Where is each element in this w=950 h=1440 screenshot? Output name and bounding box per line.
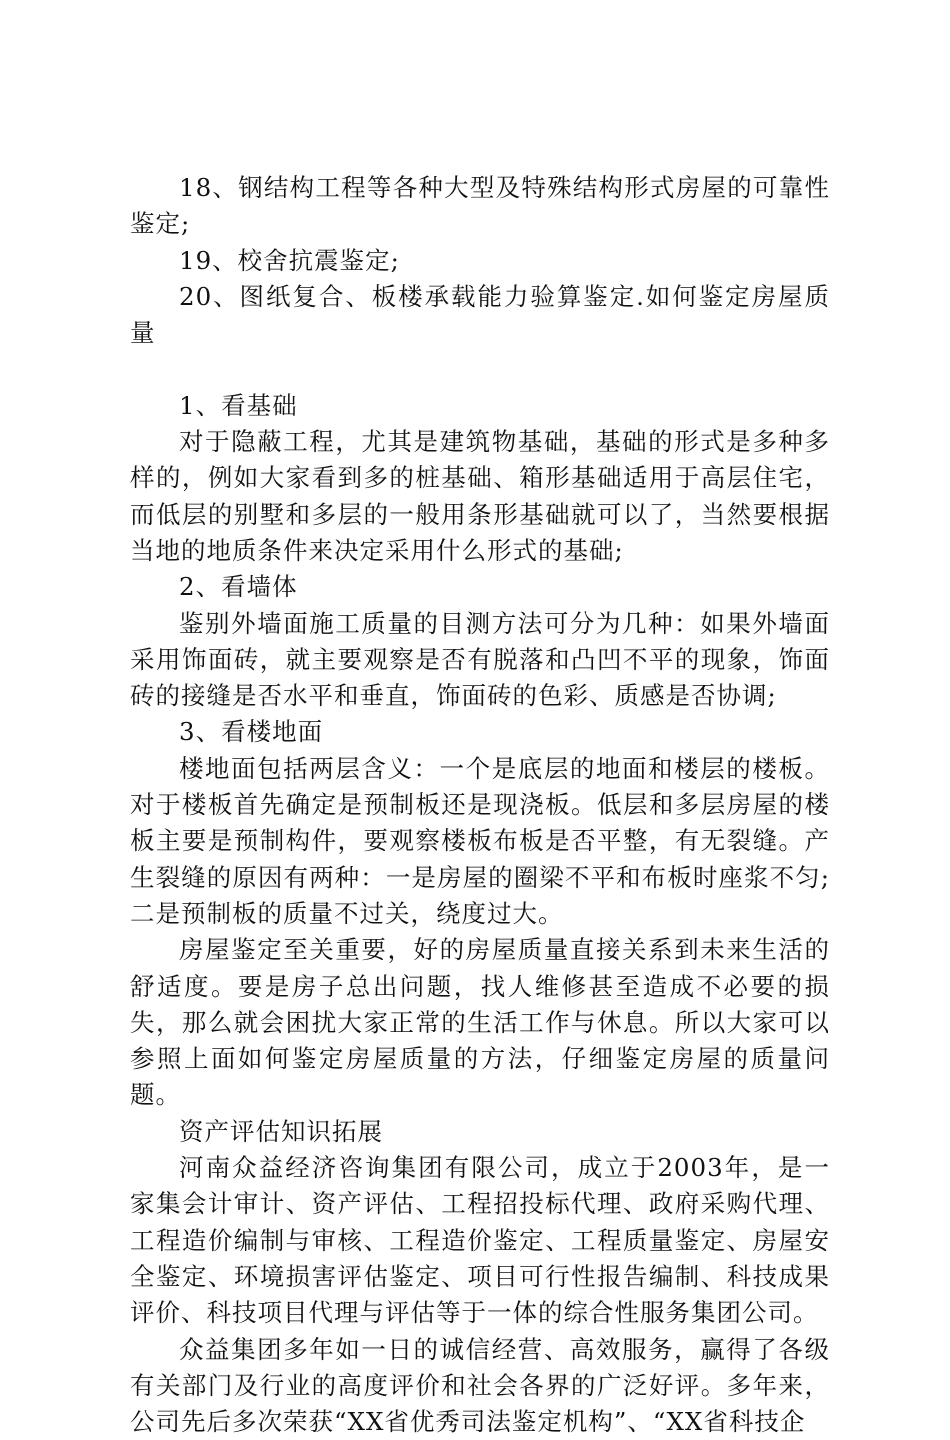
paragraph-foundation: 对于隐蔽工程，尤其是建筑物基础，基础的形式是多种多样的，例如大家看到多的桩基础、箱形基础适用于高层住宅，而低层的别墅和多层的一般用条形基础就可以了，当然要根据当地的地质条件来决定采用什么形式的基础; — [130, 424, 830, 569]
paragraph-walls: 鉴别外墙面施工质量的目测方法可分为几种：如果外墙面采用饰面砖，就主要观察是否有脱落和凸凹不平的现象，饰面砖的接缝是否水平和垂直，饰面砖的色彩、质感是否协调; — [130, 606, 830, 715]
heading-foundation: 1、看基础 — [130, 388, 830, 424]
heading-floors: 3、看楼地面 — [130, 714, 830, 750]
paragraph-company-awards: 众益集团多年如一日的诚信经营、高效服务，赢得了各级有关部门及行业的高度评价和社会各界的广泛好评。多年来，公司先后多次荣获“XX省优秀司法鉴定机构”、“XX省科技企 — [130, 1332, 830, 1440]
paragraph-item-19: 19、校舍抗震鉴定; — [130, 243, 830, 279]
heading-walls: 2、看墙体 — [130, 569, 830, 605]
paragraph-company-intro: 河南众益经济咨询集团有限公司，成立于2003年，是一家集会计审计、资产评估、工程招投标代理、政府采购代理、工程造价编制与审核、工程造价鉴定、工程质量鉴定、房屋安全鉴定、环境损害评估鉴定、项目可行性报告编制、科技成果评价、科技项目代理与评估等于一体的综合性服务集团公司。 — [130, 1150, 830, 1331]
document-body — [130, 170, 830, 1440]
paragraph-importance: 房屋鉴定至关重要，好的房屋质量直接关系到未来生活的舒适度。要是房子总出问题，找人维修甚至造成不必要的损失，那么就会困扰大家正常的生活工作与休息。所以大家可以参照上面如何鉴定房屋质量的方法，仔细鉴定房屋的质量问题。 — [130, 932, 830, 1113]
blank-line — [130, 351, 830, 387]
paragraph-floors: 楼地面包括两层含义：一个是底层的地面和楼层的楼板。对于楼板首先确定是预制板还是现浇板。低层和多层房屋的楼板主要是预制构件，要观察楼板布板是否平整，有无裂缝。产生裂缝的原因有两种：一是房屋的圈梁不平和布板时座浆不匀;二是预制板的质量不过关，绕度过大。 — [130, 751, 830, 932]
paragraph-item-18: 18、钢结构工程等各种大型及特殊结构形式房屋的可靠性鉴定; — [130, 170, 830, 243]
section-heading-extension: 资产评估知识拓展 — [130, 1114, 830, 1150]
paragraph-item-20: 20、图纸复合、板楼承载能力验算鉴定.如何鉴定房屋质量 — [130, 279, 830, 352]
